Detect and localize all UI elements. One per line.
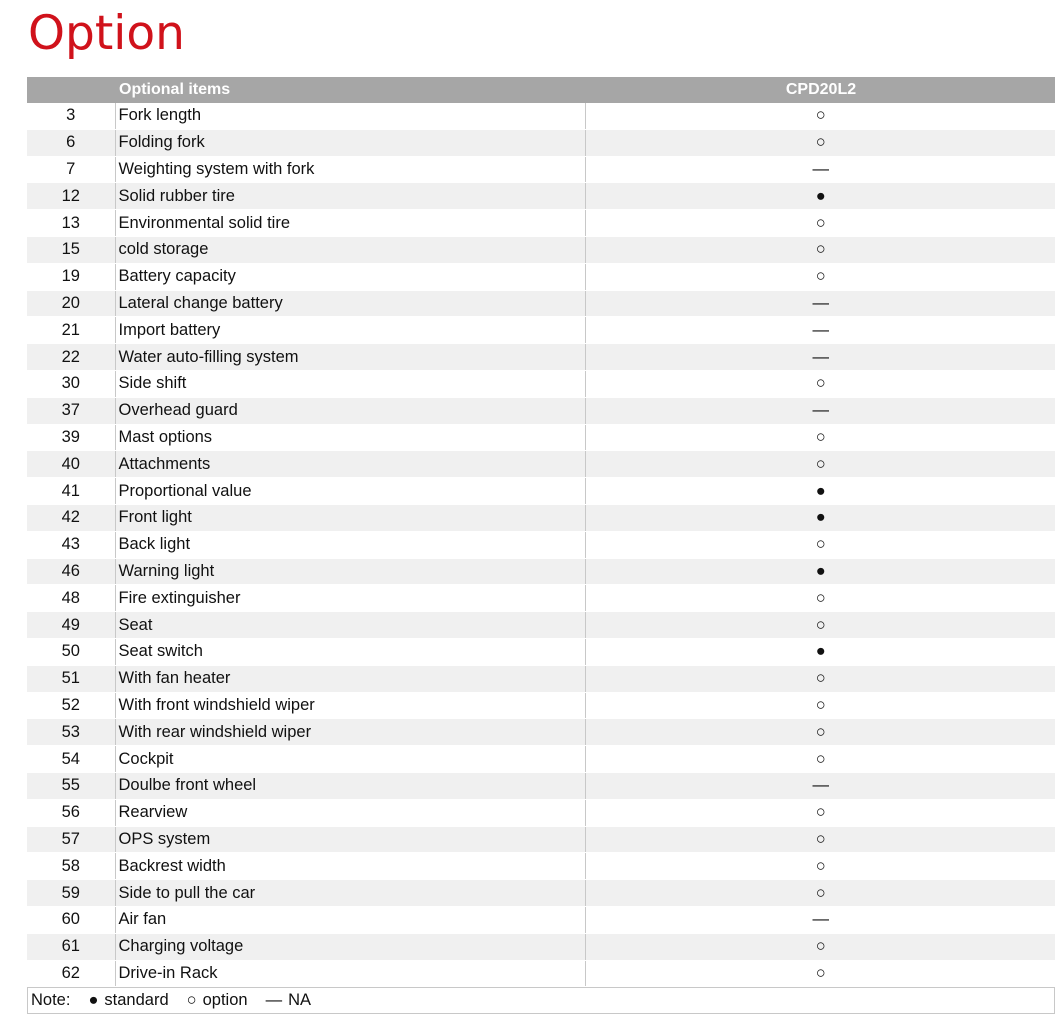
row-item: Front light <box>115 504 585 531</box>
row-number: 51 <box>27 665 115 692</box>
row-value: ○ <box>585 129 1055 156</box>
legend-standard-text: standard <box>104 991 169 1010</box>
row-number: 46 <box>27 558 115 585</box>
row-value: ○ <box>585 960 1055 987</box>
row-number: 6 <box>27 129 115 156</box>
row-value: — <box>585 906 1055 933</box>
row-value: ○ <box>585 531 1055 558</box>
table-row <box>27 799 1055 826</box>
row-item: Environmental solid tire <box>115 210 585 237</box>
table-row <box>27 558 1055 585</box>
row-item: Attachments <box>115 451 585 478</box>
table-row <box>27 612 1055 639</box>
row-value: ○ <box>585 933 1055 960</box>
row-value: ○ <box>585 880 1055 907</box>
legend-option <box>187 988 248 1013</box>
row-item: Side to pull the car <box>115 880 585 907</box>
row-item: With rear windshield wiper <box>115 719 585 746</box>
row-value: — <box>585 344 1055 371</box>
row-item: Seat <box>115 612 585 639</box>
row-value: — <box>585 772 1055 799</box>
row-number: 21 <box>27 317 115 344</box>
table-row <box>27 424 1055 451</box>
row-number: 40 <box>27 451 115 478</box>
table-row <box>27 880 1055 907</box>
row-item: Folding fork <box>115 129 585 156</box>
row-item: Battery capacity <box>115 263 585 290</box>
row-item: Warning light <box>115 558 585 585</box>
legend-note <box>27 987 1055 1014</box>
row-value: ○ <box>585 424 1055 451</box>
row-value: ○ <box>585 692 1055 719</box>
row-value: ● <box>585 504 1055 531</box>
options-sheet <box>27 77 1055 1014</box>
legend-option-text: option <box>202 991 248 1010</box>
row-number: 41 <box>27 478 115 505</box>
row-value: ○ <box>585 236 1055 263</box>
row-value: ● <box>585 183 1055 210</box>
row-item: Seat switch <box>115 638 585 665</box>
row-value: — <box>585 317 1055 344</box>
row-item: Proportional value <box>115 478 585 505</box>
row-number: 7 <box>27 156 115 183</box>
table-row <box>27 638 1055 665</box>
legend-na-text: NA <box>288 991 311 1010</box>
row-item: Lateral change battery <box>115 290 585 317</box>
row-item: Fire extinguisher <box>115 585 585 612</box>
row-item: With fan heater <box>115 665 585 692</box>
table-row <box>27 103 1055 129</box>
row-number: 61 <box>27 933 115 960</box>
table-row <box>27 344 1055 371</box>
filled-circle-icon: ● <box>88 991 99 1010</box>
table-row <box>27 665 1055 692</box>
row-item: Side shift <box>115 370 585 397</box>
row-item: Cockpit <box>115 746 585 773</box>
table-row <box>27 504 1055 531</box>
row-value: ○ <box>585 370 1055 397</box>
row-item: Charging voltage <box>115 933 585 960</box>
dash-icon: — <box>265 991 283 1010</box>
options-table <box>27 77 1055 987</box>
row-number: 58 <box>27 853 115 880</box>
row-number: 60 <box>27 906 115 933</box>
row-value: ○ <box>585 451 1055 478</box>
table-row <box>27 853 1055 880</box>
legend-standard <box>88 988 168 1013</box>
row-number: 62 <box>27 960 115 987</box>
table-row <box>27 263 1055 290</box>
table-row <box>27 370 1055 397</box>
row-item: Fork length <box>115 103 585 129</box>
row-item: Mast options <box>115 424 585 451</box>
row-item: Rearview <box>115 799 585 826</box>
row-value: ○ <box>585 799 1055 826</box>
row-item: Water auto-filling system <box>115 344 585 371</box>
table-row <box>27 397 1055 424</box>
note-label: Note: <box>31 991 71 1010</box>
table-body <box>27 103 1055 987</box>
row-number: 22 <box>27 344 115 371</box>
row-value: ○ <box>585 210 1055 237</box>
row-value: — <box>585 290 1055 317</box>
row-item: Drive-in Rack <box>115 960 585 987</box>
header-optional-items: Optional items <box>115 77 585 103</box>
row-number: 56 <box>27 799 115 826</box>
row-number: 52 <box>27 692 115 719</box>
row-number: 48 <box>27 585 115 612</box>
row-value: — <box>585 156 1055 183</box>
row-number: 20 <box>27 290 115 317</box>
table-row <box>27 906 1055 933</box>
row-number: 13 <box>27 210 115 237</box>
row-number: 42 <box>27 504 115 531</box>
table-row <box>27 129 1055 156</box>
row-item: Weighting system with fork <box>115 156 585 183</box>
table-row <box>27 719 1055 746</box>
row-item: With front windshield wiper <box>115 692 585 719</box>
table-row <box>27 451 1055 478</box>
page-title: Option <box>28 6 185 61</box>
hollow-circle-icon: ○ <box>186 991 197 1010</box>
table-row <box>27 772 1055 799</box>
row-value: ○ <box>585 612 1055 639</box>
row-value: ● <box>585 558 1055 585</box>
row-item: Air fan <box>115 906 585 933</box>
row-value: ○ <box>585 853 1055 880</box>
row-item: cold storage <box>115 236 585 263</box>
row-item: Overhead guard <box>115 397 585 424</box>
row-number: 55 <box>27 772 115 799</box>
row-number: 50 <box>27 638 115 665</box>
row-number: 54 <box>27 746 115 773</box>
row-number: 30 <box>27 370 115 397</box>
table-row <box>27 826 1055 853</box>
row-value: ○ <box>585 585 1055 612</box>
row-number: 3 <box>27 103 115 129</box>
row-number: 12 <box>27 183 115 210</box>
header-model: CPD20L2 <box>585 77 1055 103</box>
row-number: 19 <box>27 263 115 290</box>
row-value: ○ <box>585 263 1055 290</box>
header-number <box>27 77 115 103</box>
row-number: 43 <box>27 531 115 558</box>
row-value: ○ <box>585 826 1055 853</box>
row-number: 15 <box>27 236 115 263</box>
row-number: 53 <box>27 719 115 746</box>
table-row <box>27 531 1055 558</box>
row-value: — <box>585 397 1055 424</box>
row-number: 37 <box>27 397 115 424</box>
table-row <box>27 290 1055 317</box>
table-row <box>27 585 1055 612</box>
row-number: 49 <box>27 612 115 639</box>
row-value: ○ <box>585 719 1055 746</box>
row-item: Solid rubber tire <box>115 183 585 210</box>
table-header-row <box>27 77 1055 103</box>
row-value: ○ <box>585 103 1055 129</box>
table-row <box>27 317 1055 344</box>
table-row <box>27 183 1055 210</box>
table-row <box>27 478 1055 505</box>
row-item: OPS system <box>115 826 585 853</box>
row-number: 57 <box>27 826 115 853</box>
table-row <box>27 156 1055 183</box>
row-number: 39 <box>27 424 115 451</box>
row-value: ○ <box>585 665 1055 692</box>
table-row <box>27 692 1055 719</box>
row-item: Import battery <box>115 317 585 344</box>
row-value: ○ <box>585 746 1055 773</box>
table-row <box>27 933 1055 960</box>
legend-na <box>266 988 311 1013</box>
row-value: ● <box>585 638 1055 665</box>
table-row <box>27 746 1055 773</box>
row-item: Backrest width <box>115 853 585 880</box>
table-row <box>27 210 1055 237</box>
table-row <box>27 236 1055 263</box>
row-number: 59 <box>27 880 115 907</box>
row-item: Doulbe front wheel <box>115 772 585 799</box>
row-item: Back light <box>115 531 585 558</box>
table-row <box>27 960 1055 987</box>
row-value: ● <box>585 478 1055 505</box>
